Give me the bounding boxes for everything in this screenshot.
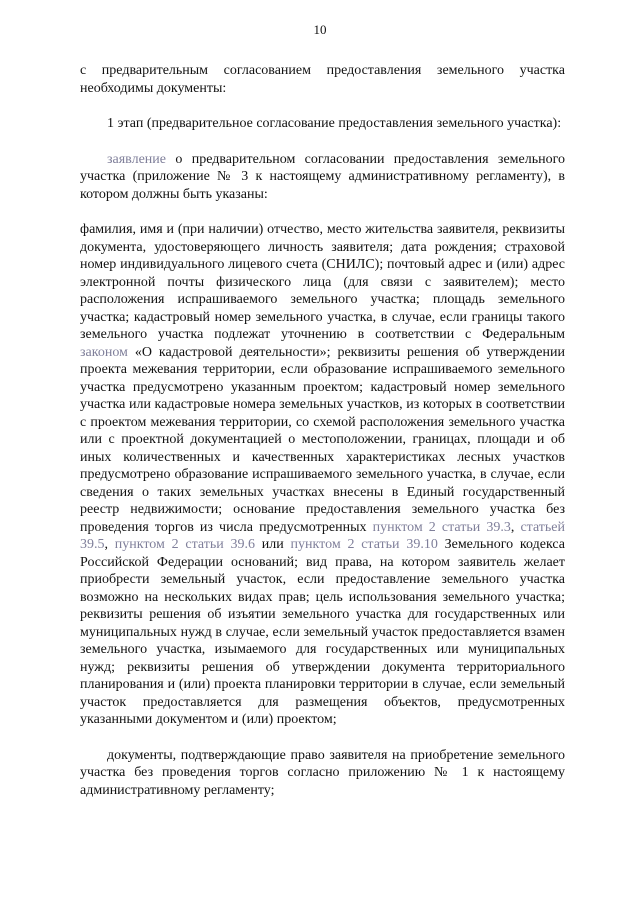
paragraph-application-text: о предварительном согласовании предоставления земельного участка (приложение № 3 к настоящему административному регламенту), в котором должны быть указаны:	[80, 151, 565, 202]
link-article-39-5[interactable]: статьей 39.5	[80, 519, 566, 552]
paragraph-required-fields	[80, 221, 565, 729]
paragraph-intro: с предварительным согласованием предоставления земельного участка необходимы документы:	[80, 63, 565, 96]
fields-text-6: Земельного кодекса Российской Федерации оснований; вид права, на котором заявитель желает приобрести земельный участок, если предоставление земельного участка возможно на нескольких видах прав; цель использования земельного участка; реквизиты решения об изъятии земельного участка для государственных или муниципальных нужд в случае, если земельный участок предоставляется взамен земельного участка, изымаемого для государственных или муниципальных нужд; реквизиты решения об утверждении документа территориального планирования и (или) проекта планировки территории в случае, если земельный участок предоставляется для размещения объектов, предусмотренных указанными документом и (или) проектом;	[80, 537, 565, 727]
paragraph-application	[80, 151, 565, 204]
page-number: 10	[313, 22, 327, 37]
paragraph-stage-1: 1 этап (предварительное согласование предоставления земельного участка):	[107, 116, 562, 131]
paragraph-supporting-documents: документы, подтверждающие право заявителя на приобретение земельного участка без проведения торгов согласно приложению № 1 к настоящему административному регламенту;	[80, 747, 565, 798]
link-federal-law[interactable]: законом	[80, 344, 128, 360]
fields-text-2: «О кадастровой деятельности»; реквизиты решения об утверждении проекта межевания территории, если образование испрашиваемого земельного участка предусмотрено указанным проектом; кадастровый номер земельного участка или кадастровые номера земельных участков, из которых в соответствии с проектом межевания территории, со схемой расположения земельного участка или с проектной документацией о местоположении, границах, площади и об иных количественных и качественных характеристиках лесных участков предусмотрено образование испрашиваемого земельного участка, в случае, если сведения о таких земельных участках внесены в Единый государственный реестр недвижимости; основание предоставления земельного участка без проведения торгов из числа предусмотренных	[80, 344, 565, 535]
fields-text-4: ,	[104, 537, 115, 552]
link-article-39-6[interactable]: пунктом 2 статьи 39.6	[114, 537, 256, 552]
link-application[interactable]: заявление	[107, 151, 167, 167]
link-article-39-3[interactable]: пунктом 2 статьи 39.3	[372, 519, 511, 535]
fields-text-1: фамилия, имя и (при наличии) отчество, место жительства заявителя, реквизиты документа, удостоверяющего личность заявителя; дата рождения; страховой номер индивидуального лицевого счета (СНИЛС); почтовый адрес и (или) адрес электронной почты физического лица (для связи с заявителем); место расположения испрашиваемого земельного участка; площадь земельного участка; кадастровый номер земельного участка, в случае, если границы такого земельного участка подлежат уточнению в соответствии с Федеральным	[80, 222, 565, 342]
document-body	[80, 62, 565, 799]
fields-text-3: ,	[510, 519, 521, 535]
link-article-39-10[interactable]: пунктом 2 статьи 39.10	[290, 537, 438, 552]
fields-text-5: или	[255, 537, 291, 552]
